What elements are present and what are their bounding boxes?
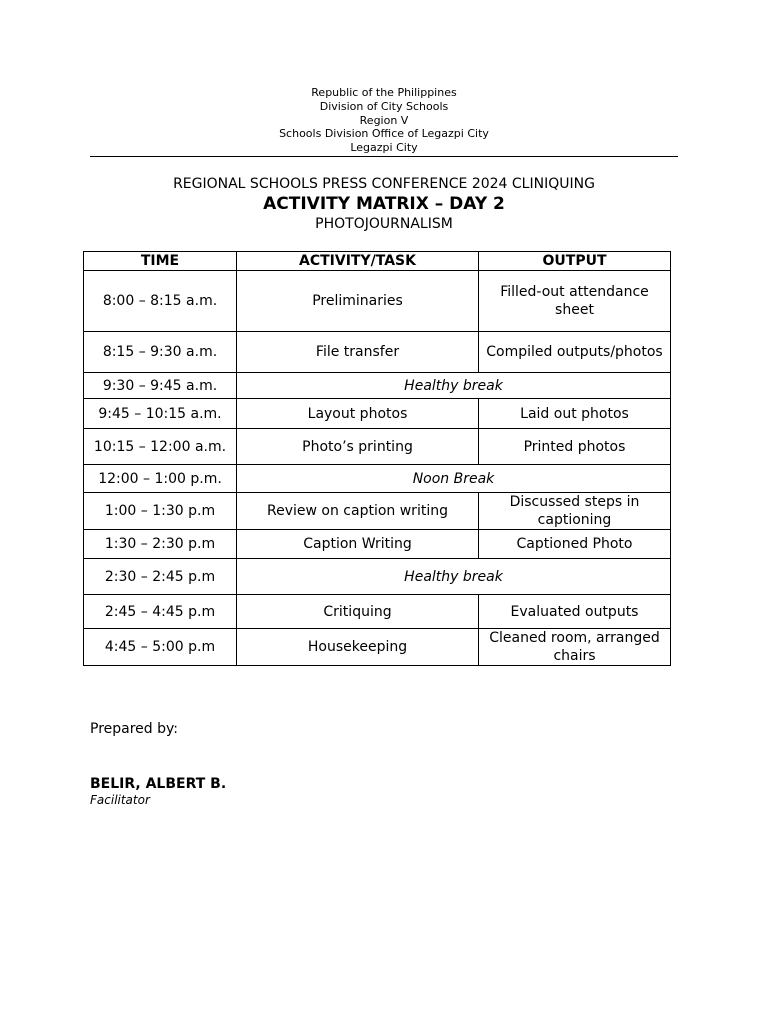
output-cell: Discussed steps in captioning	[479, 493, 671, 530]
time-cell: 1:30 – 2:30 p.m	[84, 530, 237, 559]
time-cell: 2:45 – 4:45 p.m	[84, 595, 237, 629]
time-cell: 8:00 – 8:15 a.m.	[84, 271, 237, 332]
activity-cell: Review on caption writing	[237, 493, 479, 530]
column-header-output: OUTPUT	[479, 252, 671, 271]
time-cell: 8:15 – 9:30 a.m.	[84, 332, 237, 373]
letterhead-city: Legazpi City	[350, 141, 418, 155]
letterhead-region: Region V	[359, 113, 409, 127]
table-row	[84, 595, 671, 629]
activity-matrix-table	[83, 251, 671, 666]
table-row	[84, 429, 671, 465]
conference-title: REGIONAL SCHOOLS PRESS CONFERENCE 2024 CLINIQUING	[173, 176, 595, 192]
activity-cell: Photo’s printing	[237, 429, 479, 465]
output-cell: Captioned Photo	[479, 530, 671, 559]
output-cell: Laid out photos	[479, 399, 671, 429]
output-cell: Filled-out attendance sheet	[479, 271, 671, 332]
time-cell: 12:00 – 1:00 p.m.	[84, 465, 237, 493]
activity-cell: File transfer	[237, 332, 479, 373]
column-header-time: TIME	[84, 252, 237, 271]
letterhead-country: Republic of the Philippines	[311, 86, 457, 99]
break-cell: Healthy break	[237, 559, 671, 595]
page-title: ACTIVITY MATRIX – DAY 2	[263, 194, 505, 214]
time-cell: 1:00 – 1:30 p.m	[84, 493, 237, 530]
time-cell: 10:15 – 12:00 a.m.	[84, 429, 237, 465]
letterhead	[0, 86, 768, 155]
prepared-by-label: Prepared by:	[90, 721, 178, 737]
table-row	[84, 271, 671, 332]
output-cell: Cleaned room, arranged chairs	[479, 629, 671, 666]
title-block	[0, 175, 768, 233]
letterhead-office: Schools Division Office of Legazpi City	[279, 127, 489, 141]
table-row	[84, 493, 671, 530]
break-cell: Healthy break	[237, 373, 671, 399]
activity-cell: Critiquing	[237, 595, 479, 629]
time-cell: 4:45 – 5:00 p.m	[84, 629, 237, 666]
time-cell: 9:30 – 9:45 a.m.	[84, 373, 237, 399]
table-row-break	[84, 465, 671, 493]
table-row	[84, 629, 671, 666]
signer-name: BELIR, ALBERT B.	[90, 776, 227, 792]
time-cell: 2:30 – 2:45 p.m	[84, 559, 237, 595]
table-row-break	[84, 559, 671, 595]
output-cell: Evaluated outputs	[479, 595, 671, 629]
category-title: PHOTOJOURNALISM	[315, 216, 453, 232]
table-header-row	[84, 252, 671, 271]
output-cell: Compiled outputs/photos	[479, 332, 671, 373]
time-cell: 9:45 – 10:15 a.m.	[84, 399, 237, 429]
break-cell: Noon Break	[237, 465, 671, 493]
table-row	[84, 332, 671, 373]
activity-cell: Caption Writing	[237, 530, 479, 559]
activity-cell: Layout photos	[237, 399, 479, 429]
table-row-break	[84, 373, 671, 399]
signer-role: Facilitator	[90, 793, 150, 807]
output-cell: Printed photos	[479, 429, 671, 465]
table-row	[84, 530, 671, 559]
activity-cell: Preliminaries	[237, 271, 479, 332]
column-header-activity: ACTIVITY/TASK	[237, 252, 479, 271]
header-divider	[90, 156, 678, 157]
letterhead-division: Division of City Schools	[319, 99, 449, 113]
table-row	[84, 399, 671, 429]
activity-cell: Housekeeping	[237, 629, 479, 666]
